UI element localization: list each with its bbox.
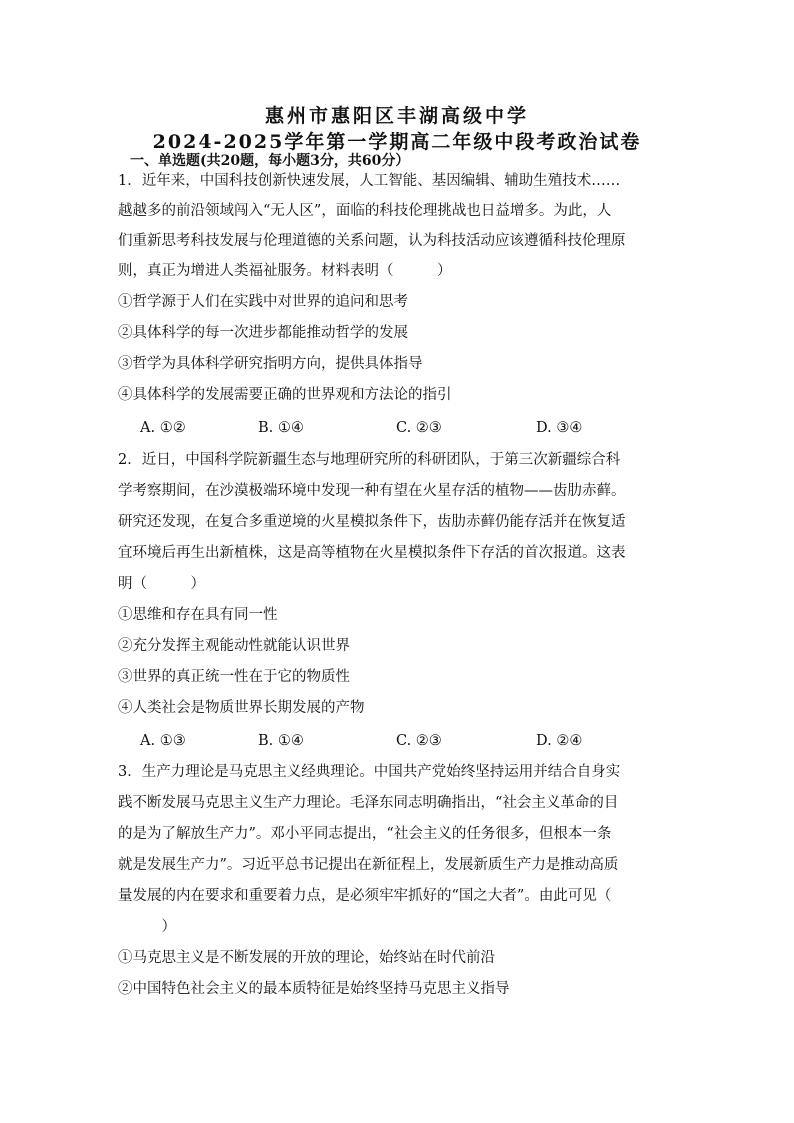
question-2-line-5: 明（ ） (118, 576, 205, 592)
question-3-item-1: ①马克思主义是不断发展的开放的理论，始终站在时代前沿 (118, 950, 495, 966)
question-2-line-2: 学考察期间，在沙漠极端环境中发现一种有望在火星存活的植物——齿肋赤藓。 (118, 483, 626, 499)
question-2-item-4: ④人类社会是物质世界长期发展的产物 (118, 700, 365, 716)
question-1-line-1: 1．近年来，中国科技创新快速发展，人工智能、基因编辑、辅助生殖技术…… (118, 173, 621, 189)
question-2-line-1: 2．近日，中国科学院新疆生态与地理研究所的科研团队，于第三次新疆综合科 (118, 452, 621, 468)
question-2-item-3: ③世界的真正统一性在于它的物质性 (118, 669, 350, 685)
school-title: 惠州市惠阳区丰湖高级中学 (264, 105, 529, 127)
question-1-item-3: ③哲学为具体科学研究指明方向，提供具体指导 (118, 356, 423, 372)
question-3-line-6: ） (118, 919, 176, 935)
question-2-option-b[interactable]: B. ①④ (258, 733, 304, 749)
question-2-item-1: ①思维和存在具有同一性 (118, 607, 278, 623)
question-1-item-1: ①哲学源于人们在实践中对世界的追问和思考 (118, 294, 408, 310)
question-2-line-3: 研究还发现，在复合多重逆境的火星模拟条件下，齿肋赤藓仍能存活并在恢复适 (118, 514, 626, 530)
question-1-item-2: ②具体科学的每一次进步都能推动哲学的发展 (118, 325, 408, 341)
question-1-option-d[interactable]: D. ③④ (536, 420, 583, 436)
question-1-item-4: ④具体科学的发展需要正确的世界观和方法论的指引 (118, 387, 452, 403)
exam-title: 2024-2025学年第一学期高二年级中段考政治试卷 (152, 131, 642, 153)
question-3-line-2: 践不断发展马克思主义生产力理论。毛泽东同志明确指出，“社会主义革命的目 (118, 795, 619, 811)
question-3-line-3: 的是为了解放生产力”。邓小平同志提出，“社会主义的任务很多，但根本一条 (118, 826, 612, 842)
question-1-line-2: 越越多的前沿领域闯入“无人区”，面临的科技伦理挑战也日益增多。为此，人 (118, 203, 612, 219)
question-2-option-c[interactable]: C. ②③ (396, 733, 442, 749)
question-1-line-4: 则，真正为增进人类福祉服务。材料表明（ ） (118, 263, 452, 279)
question-3-line-4: 就是发展生产力”。习近平总书记提出在新征程上，发展新质生产力是推动高质 (118, 857, 619, 873)
question-3-line-5: 量发展的内在要求和重要着力点，是必须牢牢抓好的“国之大者”。由此可见（ (118, 888, 612, 904)
question-2-option-a[interactable]: A. ①③ (140, 733, 186, 749)
question-1-option-b[interactable]: B. ①④ (258, 420, 304, 436)
question-1-line-3: 们重新思考科技发展与伦理道德的关系问题，认为科技活动应该遵循科技伦理原 (118, 233, 626, 249)
question-3-line-1: 3．生产力理论是马克思主义经典理论。中国共产党始终坚持运用并结合自身实 (118, 764, 621, 780)
question-3-item-2: ②中国特色社会主义的最本质特征是始终坚持马克思主义指导 (118, 981, 510, 997)
question-1-option-a[interactable]: A. ①② (140, 420, 186, 436)
question-2-line-4: 宜环境后再生出新植株，这是高等植物在火星模拟条件下存活的首次报道。这表 (118, 545, 626, 561)
section-heading: 一、单选题(共20题，每小题3分，共60分） (130, 153, 410, 169)
question-1-option-c[interactable]: C. ②③ (396, 420, 442, 436)
question-2-option-d[interactable]: D. ②④ (536, 733, 583, 749)
question-2-item-2: ②充分发挥主观能动性就能认识世界 (118, 638, 350, 654)
